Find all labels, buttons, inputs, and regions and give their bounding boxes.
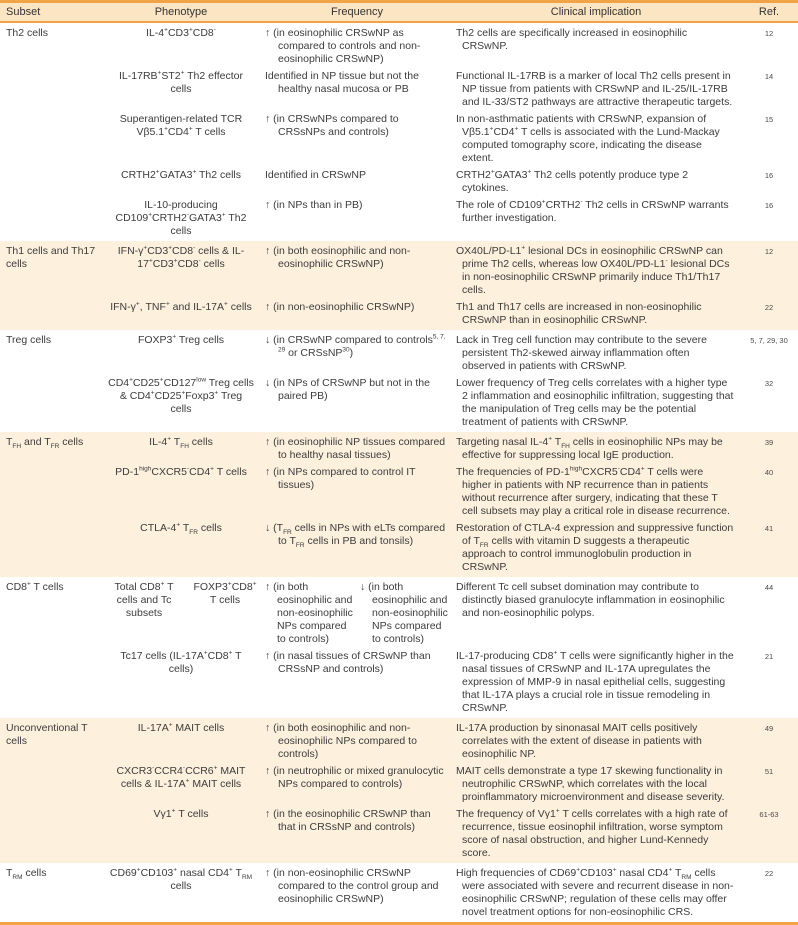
reference-number: 32 [764, 379, 774, 388]
reference-number: 16 [764, 171, 774, 180]
reference-number: 16 [764, 201, 774, 210]
frequency-subcell: ↓ (in both eosinophilic and non-eosinophilic NPs compared to controls) [360, 581, 448, 645]
phenotype-cell: IL-4+CD3+CD8- [146, 26, 216, 39]
frequency-cell: Identified in NP tissue but not the healthy nasal mucosa or PB [265, 70, 419, 95]
phenotype-cell: IL-17A+ MAIT cells [137, 721, 225, 734]
subset-label: Th2 cells [6, 27, 49, 39]
frequency-cell: ↑ (in NPs than in PB) [265, 199, 363, 211]
reference-number: 40 [764, 468, 774, 477]
frequency-cell: ↑ (in NPs compared to control IT tissues) [265, 466, 416, 491]
subset-group-rows [100, 334, 798, 429]
table-row [100, 765, 798, 804]
reference-number: 44 [764, 583, 774, 592]
subset-group-rows [100, 581, 798, 715]
table-body [0, 23, 798, 922]
subset-group [0, 23, 798, 241]
clinical-implication-cell: OX40L/PD-L1+ lesional DCs in eosinophilic CRSwNP can prime Th2 cells, whereas low OX40L/PD-L1- lesional DCs in non-eosinophilic CRSwNP primarily induce Th1/Th17 cells. [456, 244, 730, 296]
frequency-cell: ↓ (in NPs of CRSwNP but not in the paired PB) [265, 377, 430, 402]
phenotype-cell [100, 581, 262, 620]
subset-label: Treg cells [6, 334, 52, 346]
table-row [100, 867, 798, 919]
phenotype-cell: IL-10-producing CD109+CRTH2-GATA3+ Th2 cells [115, 199, 247, 237]
clinical-implication-cell: Functional IL-17RB is a marker of local Th2 cells present in NP tissue from patients with CRSwNP and IL-25/IL-17RB and IL-33/ST2 pathways are attractive therapeutic targets. [456, 70, 733, 108]
frequency-cell: ↑ (in both eosinophilic and non-eosinophilic NPs compared to controls) [265, 722, 417, 760]
clinical-implication-cell: High frequencies of CD69+CD103+ nasal CD4+ $T_{RM}$ cells were associated with severe and recurrent disease in non-eosinophilic CRSwNP; regulation of these cells may offer novel treatment options for non-eosinophilic CRS. [456, 866, 734, 918]
table-row [100, 301, 798, 327]
table-row [100, 581, 798, 646]
column-header-ref: Ref. [758, 6, 780, 18]
reference-number: 49 [764, 724, 774, 733]
reference-number: 5, 7, 29, 30 [750, 336, 788, 345]
phenotype-subcell: FOXP3+CD8+ T cells [193, 580, 257, 606]
subset-group [0, 577, 798, 718]
subset-label: CD8+ T cells [6, 580, 64, 593]
subset-label: Th1 cells and Th17 cells [6, 245, 96, 270]
frequency-cell [262, 581, 452, 646]
subset-group-rows [100, 867, 798, 919]
clinical-implication-cell: Targeting nasal IL-4+ $T_{FH}$ cells in eosinophilic NPs may be effective for suppressing local IgE production. [456, 435, 723, 461]
table-row [100, 722, 798, 761]
subset-group-rows [100, 722, 798, 860]
phenotype-subcell: Total CD8+ T cells and Tc subsets [114, 580, 174, 619]
reference-number: 12 [764, 29, 774, 38]
table-row [100, 436, 798, 462]
table-row [100, 522, 798, 574]
phenotype-cell: CD69+CD103+ nasal CD4+ $T_{RM}$ cells [109, 866, 253, 892]
phenotype-cell: $CD4^+CD25^+CD127^{low}$ Treg cells & CD4+CD25+Foxp3+ Treg cells [108, 376, 254, 415]
clinical-implication-cell: Different Tc cell subset domination may contribute to distinctly biased granulocyte inflammation in eosinophilic and non-eosinophilic polyps. [456, 581, 725, 619]
phenotype-cell: CRTH2+GATA3+ Th2 cells [120, 168, 242, 181]
phenotype-cell: CTLA-4+ $T_{FR}$ cells [140, 521, 222, 537]
subset-group [0, 718, 798, 863]
clinical-implication-cell: Restoration of CTLA-4 expression and suppressive function of $T_{FR}$ cells with vitamin D suggests a therapeutic approach to control immunoglobulin production in CRSwNP. [456, 522, 734, 573]
frequency-cell: ↑ (in both eosinophilic and non-eosinophilic CRSwNP) [265, 245, 411, 270]
table-row [100, 377, 798, 429]
subset-label: $T_{FH}$ and $T_{FR}$ cells [6, 436, 84, 451]
reference-number: 41 [764, 524, 774, 533]
column-header-frequency: Frequency [331, 6, 383, 18]
frequency-cell: ↑ (in nasal tissues of CRSwNP than CRSsNP and controls) [265, 650, 431, 675]
phenotype-cell: IFN-γ+, TNF+ and IL-17A+ cells [110, 300, 252, 313]
clinical-implication-cell: The frequencies of $PD-1^{high}CXCR5^-CD4^+$ T cells were higher in patients with NP recurrence than in patients without recurrence after surgery, indicating that these T cell subsets may play a critical role in disease recurrence. [456, 465, 730, 517]
reference-number: 15 [764, 115, 774, 124]
clinical-implication-cell: Th1 and Th17 cells are increased in non-eosinophilic CRSwNP than in eosinophilic CRSwNP. [456, 301, 702, 326]
frequency-cell: ↓ ($T_{FR}$ cells in NPs with eLTs compared to $T_{FR}$ cells in PB and tonsils) [265, 522, 446, 550]
reference-number: 51 [764, 767, 774, 776]
reference-number: 22 [764, 303, 774, 312]
reference-number: 12 [764, 247, 774, 256]
clinical-implication-cell: CRTH2+GATA3+ Th2 cells potently produce type 2 cytokines. [456, 168, 689, 194]
column-header-clinical-implication: Clinical implication [550, 6, 642, 18]
clinical-implication-cell: Lack in Treg cell function may contribute to the severe persistent Th2-skewed airway inflammation often observed in patients with CRSwNP. [456, 334, 707, 372]
clinical-implication-cell: MAIT cells demonstrate a type 17 skewing functionality in neutrophilic CRSwNP, which correlates with the local proinflammatory microenvironment and disease severity. [456, 765, 725, 803]
phenotype-cell: IL-4+ $T_{FH}$ cells [149, 435, 213, 451]
reference-number: 14 [764, 72, 774, 81]
clinical-implication-cell: Lower frequency of Treg cells correlates with a higher type 2 inflammation and eosinophilic infiltration, suggesting that the manipulation of Treg cells may be the potential treatment of patients with CRSwNP. [456, 377, 734, 428]
frequency-cell: Identified in CRSwNP [265, 169, 366, 181]
subset-label: $T_{RM}$ cells [6, 867, 47, 882]
reference-number: 21 [764, 652, 774, 661]
table-row [100, 650, 798, 715]
phenotype-cell: IL-17RB+ST2+ Th2 effector cells [119, 69, 243, 95]
subset-label: Unconventional T cells [6, 722, 88, 747]
frequency-cell: ↑ (in CRSwNPs compared to CRSsNPs and controls) [265, 113, 399, 138]
table-row [100, 199, 798, 238]
column-header-subset: Subset [6, 6, 41, 18]
table-row [100, 334, 798, 373]
table-row [100, 466, 798, 518]
phenotype-cell: FOXP3+ Treg cells [137, 333, 225, 346]
reference-number: 39 [764, 438, 774, 447]
frequency-cell: ↓ (in CRSwNP compared to controls$^{5, 7, 29}$ or CRSsNP$^{30}$) [265, 333, 446, 359]
clinical-implication-cell: Th2 cells are specifically increased in eosinophilic CRSwNP. [456, 27, 688, 52]
frequency-cell: ↑ (in non-eosinophilic CRSwNP compared to the control group and eosinophilic CRSwNP) [265, 867, 439, 905]
phenotype-cell: CXCR3-CCR4-CCR6+ MAIT cells & IL-17A+ MAIT cells [116, 764, 246, 790]
table-row [100, 113, 798, 165]
table-row [100, 169, 798, 195]
subset-group-rows [100, 27, 798, 238]
reference-number: 22 [764, 869, 774, 878]
phenotype-cell: IFN-γ+CD3+CD8- cells & IL-17+CD3+CD8- cells [117, 244, 245, 270]
clinical-implication-cell: The frequency of Vγ1+ T cells correlates with a high rate of recurrence, tissue eosinophil infiltration, worse symptom score of nasal obstruction, and higher Lund-Kennedy score. [456, 807, 728, 859]
subset-group [0, 330, 798, 432]
clinical-implication-cell: In non-asthmatic patients with CRSwNP, expansion of Vβ5.1+CD4+ T cells is associated with the Lund-Mackay computed tomography score, indicating the disease extent. [456, 113, 720, 164]
frequency-cell: ↑ (in non-eosinophilic CRSwNP) [265, 301, 415, 313]
phenotype-cell: Superantigen-related TCR Vβ5.1+CD4+ T cells [119, 113, 243, 138]
clinical-implication-cell: IL-17-producing CD8+ T cells were significantly higher in the nasal tissues of CRSwNP and IL-17A upregulates the expression of MMP-9 in nasal epithelial cells, suggesting that IL-17A plays a crucial role in tissue remodeling in CRSwNP. [456, 649, 734, 714]
phenotype-cell: Tc17 cells (IL-17A+CD8+ T cells) [120, 649, 242, 675]
subset-group [0, 241, 798, 330]
phenotype-cell: Vγ1+ T cells [153, 807, 209, 820]
subset-group [0, 863, 798, 922]
reference-number: 61-63 [759, 810, 779, 819]
frequency-cell: ↑ (in eosinophilic NP tissues compared to healthy nasal tissues) [265, 436, 446, 461]
table-row [100, 808, 798, 860]
frequency-cell: ↑ (in neutrophilic or mixed granulocytic NPs compared to controls) [265, 765, 444, 790]
subset-group-rows [100, 245, 798, 327]
column-header-phenotype: Phenotype [154, 6, 208, 18]
table-row [100, 245, 798, 297]
frequency-subcell: ↑ (in both eosinophilic and non-eosinophilic NPs compared to controls) [265, 581, 353, 645]
phenotype-cell: $PD-1^{high}CXCR5^-CD4^+$ T cells [115, 465, 247, 478]
frequency-cell: ↑ (in the eosinophilic CRSwNP than that in CRSsNP and controls) [265, 808, 431, 833]
clinical-implication-cell: The role of CD109+CRTH2- Th2 cells in CRSwNP warrants further investigation. [456, 198, 729, 224]
table-row [100, 27, 798, 66]
subset-group-rows [100, 436, 798, 574]
frequency-cell: ↑ (in eosinophilic CRSwNP as compared to controls and non-eosinophilic CRSwNP) [265, 27, 421, 65]
subset-group [0, 432, 798, 577]
clinical-implication-cell: IL-17A production by sinonasal MAIT cells positively correlates with the extent of disease in patients with eosinophilic NP. [456, 722, 702, 760]
table-row [100, 70, 798, 109]
table-header-row [0, 3, 798, 23]
